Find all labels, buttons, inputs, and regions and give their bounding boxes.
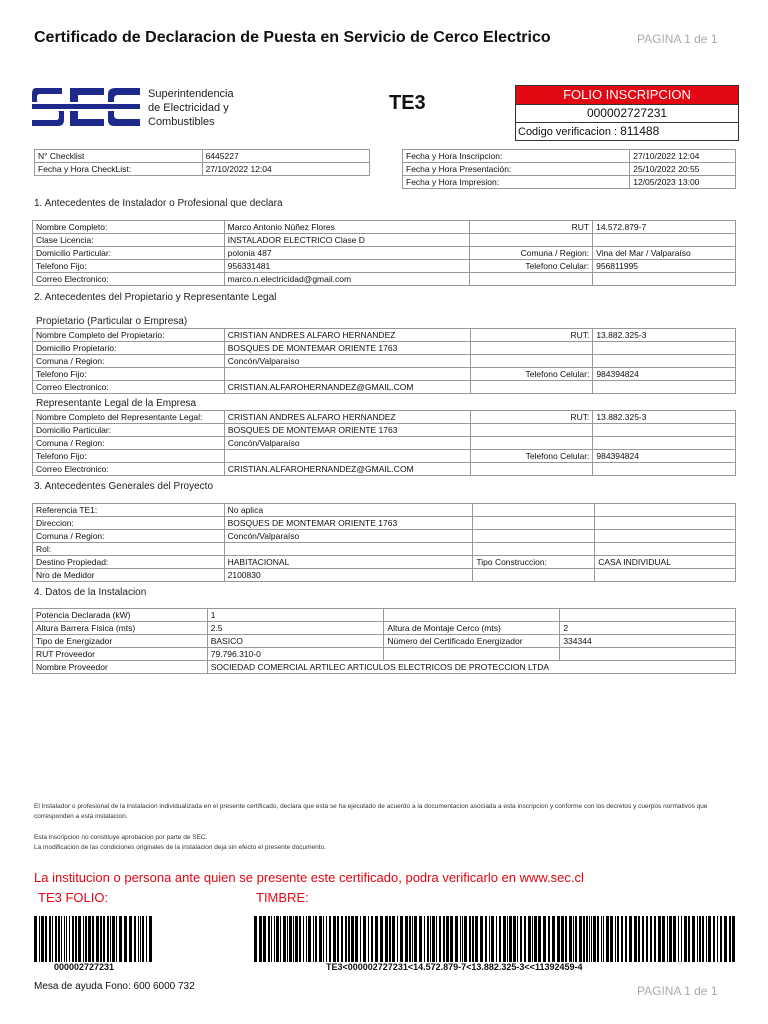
field-value: 334344: [560, 635, 736, 648]
legal-note-1: Esta inscripcion no constituye aprobacion por parte de SEC.: [34, 834, 208, 841]
field-label: Domicilio Propietario:: [33, 342, 225, 355]
field-label: Comuna / Region:: [33, 530, 225, 543]
field-value: 13.882.325-3: [593, 411, 736, 424]
field-label: [473, 517, 595, 530]
field-label: Tipo Construccion:: [473, 556, 595, 569]
field-label: Nombre Completo:: [33, 221, 225, 234]
field-label: Nombre Completo del Representante Legal:: [33, 411, 225, 424]
field-value: [595, 504, 736, 517]
barcode-bars: [254, 916, 736, 962]
field-label: Clase Licencia:: [33, 234, 225, 247]
document-title: Certificado de Declaracion de Puesta en Servicio de Cerco Electrico: [34, 29, 551, 46]
field-value: 13.882.325-3: [593, 329, 736, 342]
timbre-label: TIMBRE:: [256, 890, 309, 905]
te3-folio-label: TE3 FOLIO:: [38, 890, 109, 905]
field-value: 2: [560, 622, 736, 635]
field-value: CRISTIAN ANDRES ALFARO HERNANDEZ: [224, 329, 470, 342]
table-row: [33, 355, 736, 368]
field-label: Comuna / Region:: [33, 437, 225, 450]
field-label: Telefono Celular:: [470, 260, 593, 273]
field-value: polonia 487: [224, 247, 470, 260]
field-label: [470, 342, 593, 355]
field-value: [595, 517, 736, 530]
table-row: [33, 543, 736, 556]
section-2-title: 2. Antecedentes del Propietario y Representante Legal: [34, 292, 277, 303]
field-label: Correo Electronico:: [33, 273, 225, 286]
field-value: 12/05/2023 13:00: [630, 176, 736, 189]
verify-text: La institucion o persona ante quien se presente este certificado, podra verificarlo en www.sec.cl: [34, 870, 584, 885]
sec-logo-text: Superintendencia de Electricidad y Combustibles: [148, 88, 234, 128]
field-value: 956811995: [593, 260, 736, 273]
field-value: BASICO: [207, 635, 384, 648]
table-row: [33, 556, 736, 569]
field-label: [470, 437, 593, 450]
field-value: CRISTIAN.ALFAROHERNANDEZ@GMAIL.COM: [224, 381, 470, 394]
form-code: TE3: [389, 92, 426, 114]
field-value: SOCIEDAD COMERCIAL ARTILEC ARTICULOS ELECTRICOS DE PROTECCION LTDA: [207, 661, 735, 674]
table-row: [33, 221, 736, 234]
field-value: BOSQUES DE MONTEMAR ORIENTE 1763: [224, 424, 470, 437]
field-value: [560, 609, 736, 622]
table-row: [33, 463, 736, 476]
field-label: Número del Certificado Energizador: [384, 635, 560, 648]
field-label: Telefono Fijo:: [33, 260, 225, 273]
sec-logo: [30, 84, 142, 130]
field-value: [593, 424, 736, 437]
table-row: [33, 609, 736, 622]
section-1-title: 1. Antecedentes de Instalador o Profesional que declara: [34, 198, 283, 209]
barcode-bars: [34, 916, 152, 962]
field-value: [593, 342, 736, 355]
legal-declaration: El Instalador o profesional de la instalacion individualizada en el presente certificado, declara que esta se ha ejecutado de acuerdo a la documentacion asociada a esta inscripcion y conforme con los decretos y cuerpos normativos que corresponden a esta instalacion.: [34, 803, 708, 820]
field-label: Correo Electronico:: [33, 463, 225, 476]
field-value: BOSQUES DE MONTEMAR ORIENTE 1763: [224, 517, 473, 530]
table-row: [33, 260, 736, 273]
table-row: [33, 342, 736, 355]
field-label: Domicilio Particular:: [33, 247, 225, 260]
field-value: 25/10/2022 20:55: [630, 163, 736, 176]
field-label: Telefono Fijo:: [33, 368, 225, 381]
field-value: 2100830: [224, 569, 473, 582]
table-row: [33, 517, 736, 530]
field-value: CRISTIAN ANDRES ALFARO HERNANDEZ: [224, 411, 470, 424]
field-value: [224, 450, 470, 463]
field-value: Marco Antonio Núñez Flores: [224, 221, 470, 234]
field-label: [384, 609, 560, 622]
folio-box: [515, 85, 739, 141]
owner-table: [32, 328, 736, 394]
representative-subtitle: Representante Legal de la Empresa: [36, 398, 197, 409]
field-label: [470, 355, 593, 368]
field-label: Comuna / Region:: [33, 355, 225, 368]
field-label: RUT:: [470, 329, 593, 342]
table-row: [33, 329, 736, 342]
field-label: Domicilio Particular:: [33, 424, 225, 437]
field-label: [473, 504, 595, 517]
field-value: [593, 463, 736, 476]
field-value: 6445227: [202, 150, 369, 163]
table-row: [33, 530, 736, 543]
field-label: [473, 569, 595, 582]
table-row: [33, 437, 736, 450]
folio-barcode-text: 000002727231: [54, 962, 115, 972]
field-label: RUT Proveedor: [33, 648, 208, 661]
table-row: [33, 424, 736, 437]
section-3-title: 3. Antecedentes Generales del Proyecto: [34, 481, 214, 492]
field-value: [593, 381, 736, 394]
field-value: 27/10/2022 12:04: [202, 163, 369, 176]
field-value: Concón/Valparaíso: [224, 437, 470, 450]
field-label: Altura de Montaje Cerco (mts): [384, 622, 560, 635]
field-value: [595, 569, 736, 582]
field-value: Concón/Valparaíso: [224, 355, 470, 368]
field-value: 14.572.879-7: [593, 221, 736, 234]
representative-table: [32, 410, 736, 476]
dates-table: [402, 149, 736, 189]
timbre-barcode-text: TE3<000002727231<14.572.879-7<13.882.325-3<<11392459-4: [326, 962, 583, 972]
field-label: Correo Electronico:: [33, 381, 225, 394]
table-row: [33, 234, 736, 247]
table-row: [33, 247, 736, 260]
field-label: Nombre Completo del Propietario:: [33, 329, 225, 342]
table-row: [403, 163, 736, 176]
field-label: Referencia TE1:: [33, 504, 225, 517]
field-label: Telefono Celular:: [470, 450, 593, 463]
table-row: [33, 569, 736, 582]
field-label: [470, 463, 593, 476]
field-value: 1: [207, 609, 384, 622]
field-value: [593, 355, 736, 368]
field-value: [593, 437, 736, 450]
field-label: [470, 381, 593, 394]
field-label: [470, 273, 593, 286]
help-desk-phone: Mesa de ayuda Fono: 600 6000 732: [34, 981, 195, 992]
field-label: Fecha y Hora Inscripcion:: [403, 150, 630, 163]
field-label: Nro de Medidor: [33, 569, 225, 582]
owner-subtitle: Propietario (Particular o Empresa): [36, 316, 188, 327]
field-value: BOSQUES DE MONTEMAR ORIENTE 1763: [224, 342, 470, 355]
field-label: N° Checklist: [35, 150, 203, 163]
field-value: [595, 543, 736, 556]
field-value: No aplica: [224, 504, 473, 517]
field-label: Nombre Proveedor: [33, 661, 208, 674]
project-table: [32, 503, 736, 582]
field-value: 984394824: [593, 368, 736, 381]
field-value: 984394824: [593, 450, 736, 463]
field-label: RUT:: [470, 411, 593, 424]
installation-table: [32, 608, 736, 674]
field-label: [470, 234, 593, 247]
field-label: [473, 530, 595, 543]
table-row: [33, 411, 736, 424]
field-label: RUT: [470, 221, 593, 234]
folio-barcode: [34, 916, 152, 962]
field-value: CRISTIAN.ALFAROHERNANDEZ@GMAIL.COM: [224, 463, 470, 476]
folio-label: FOLIO INSCRIPCION: [516, 86, 738, 105]
page-indicator-bottom: PAGINA 1 de 1: [637, 984, 718, 998]
table-row: [33, 381, 736, 394]
field-value: [595, 530, 736, 543]
field-label: Telefono Fijo:: [33, 450, 225, 463]
field-value: [224, 368, 470, 381]
table-row: [403, 176, 736, 189]
table-row: [403, 150, 736, 163]
timbre-barcode: [254, 916, 736, 962]
field-label: Comuna / Region:: [470, 247, 593, 260]
field-value: Vina del Mar / Valparaíso: [593, 247, 736, 260]
field-value: HABITACIONAL: [224, 556, 473, 569]
field-label: Direccion:: [33, 517, 225, 530]
field-label: Fecha y Hora Presentación:: [403, 163, 630, 176]
field-label: Altura Barrera Fisica (mts): [33, 622, 208, 635]
checklist-table: [34, 149, 370, 176]
field-value: 79.796.310-0: [207, 648, 384, 661]
field-label: [384, 648, 560, 661]
field-value: [224, 543, 473, 556]
field-value: [560, 648, 736, 661]
field-value: [593, 273, 736, 286]
field-label: Tipo de Energizador: [33, 635, 208, 648]
field-label: [473, 543, 595, 556]
field-label: Destino Propiedad:: [33, 556, 225, 569]
table-row: [33, 450, 736, 463]
field-label: Fecha y Hora CheckList:: [35, 163, 203, 176]
field-value: CASA INDIVIDUAL: [595, 556, 736, 569]
verification-code: Codigo verificacion : 811488: [518, 124, 660, 138]
field-label: Telefono Celular:: [470, 368, 593, 381]
table-row: [33, 648, 736, 661]
table-row: [33, 661, 736, 674]
table-row: [33, 622, 736, 635]
table-row: [33, 635, 736, 648]
table-row: [33, 273, 736, 286]
section-4-title: 4. Datos de la Instalacion: [34, 587, 147, 598]
field-value: marco.n.electricidad@gmail.com: [224, 273, 470, 286]
field-value: 27/10/2022 12:04: [630, 150, 736, 163]
table-row: [33, 504, 736, 517]
field-value: INSTALADOR ELECTRICO Clase D: [224, 234, 470, 247]
legal-note-2: La modificacion de las condiciones originales de la instalacion deja sin efecto el presente documento.: [34, 844, 326, 851]
field-value: 956331481: [224, 260, 470, 273]
field-value: 2.5: [207, 622, 384, 635]
field-label: [470, 424, 593, 437]
folio-number: 000002727231: [516, 105, 738, 123]
field-value: [593, 234, 736, 247]
field-label: Fecha y Hora Impresion:: [403, 176, 630, 189]
table-row: [35, 163, 370, 176]
field-value: Concón/Valparaíso: [224, 530, 473, 543]
field-label: Potencia Declarada (kW): [33, 609, 208, 622]
table-row: [33, 368, 736, 381]
installer-table: [32, 220, 736, 286]
table-row: [35, 150, 370, 163]
field-label: Rol:: [33, 543, 225, 556]
page-indicator-top: PAGINA 1 de 1: [637, 32, 718, 46]
